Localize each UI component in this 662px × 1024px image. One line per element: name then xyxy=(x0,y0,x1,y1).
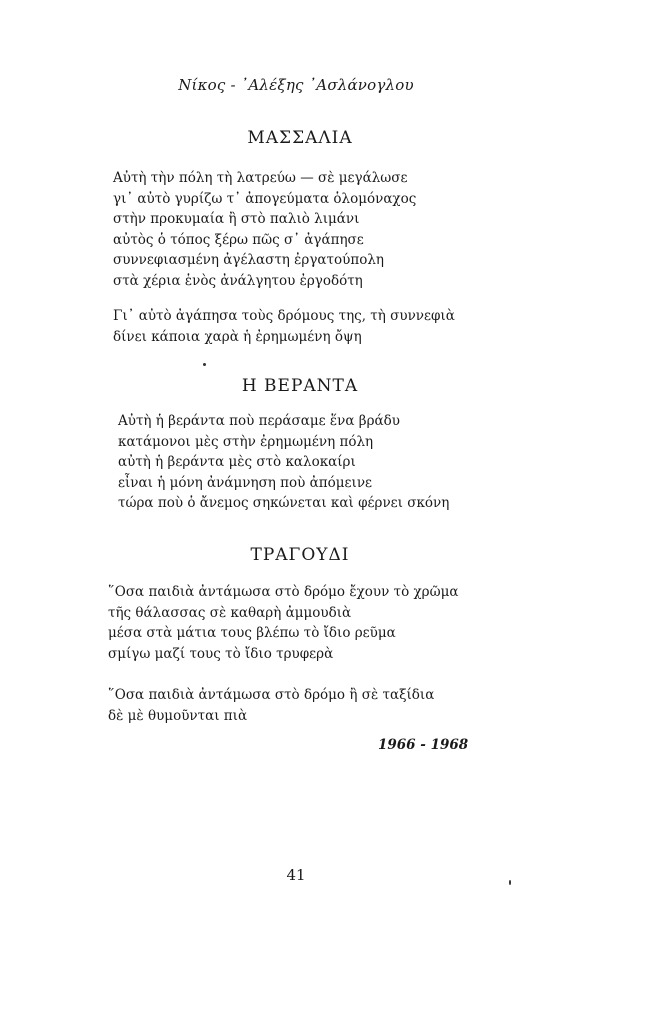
poem-line: αὐτὴ ἡ βεράντα μὲς στὸ καλοκαίρι xyxy=(118,454,356,470)
author-name: Νίκος - ᾿Αλέξης ᾿Ασλάνογλου xyxy=(178,76,414,94)
poem-stanza xyxy=(113,306,455,347)
poem-line: Γι᾿ αὐτὸ ἀγάπησα τοὺς δρόμους της, τὴ συννεφιὰ xyxy=(113,308,455,324)
poem-title-massalia: ΜΑΣΣΑΛΙΑ xyxy=(247,128,353,148)
poem-dates: 1966 - 1968 xyxy=(378,737,469,753)
poem-line: στὴν προκυμαία ἢ στὸ παλιὸ λιμάνι xyxy=(113,211,360,227)
poem-line: ῞Οσα παιδιὰ ἀντάμωσα στὸ δρόμο ἢ σὲ ταξίδια xyxy=(108,687,435,703)
poem-stanza xyxy=(108,582,459,664)
poem-line: τώρα ποὺ ὁ ἄνεμος σηκώνεται καὶ φέρνει σκόνη xyxy=(118,495,450,511)
scan-speck xyxy=(203,363,206,366)
poem-line: δὲ μὲ θυμοῦνται πιὰ xyxy=(108,707,248,724)
poem-line: τῆς θάλασσας σὲ καθαρὴ ἀμμουδιὰ xyxy=(108,604,352,621)
poem-line: ῞Οσα παιδιὰ ἀντάμωσα στὸ δρόμο ἔχουν τὸ χρῶμα xyxy=(108,584,459,600)
poem-line: Αὐτὴ ἡ βεράντα ποὺ περάσαμε ἕνα βράδυ xyxy=(118,413,400,429)
poem-title-tragoudi: ΤΡΑΓΟΥΔΙ xyxy=(250,545,350,565)
poem-stanza xyxy=(118,411,449,514)
poem-line: Αὐτὴ τὴν πόλη τὴ λατρεύω — σὲ μεγάλωσε xyxy=(113,170,408,186)
poem-stanza xyxy=(108,685,434,726)
poem-line: κατάμονοι μὲς στὴν ἐρημωμένη πόλη xyxy=(118,433,374,450)
page-number: 41 xyxy=(286,866,306,884)
poem-line: σμίγω μαζί τους τὸ ἴδιο τρυφερὰ xyxy=(108,645,334,662)
poem-line: δίνει κάποια χαρὰ ἡ ἐρημωμένη ὄψη xyxy=(113,328,362,345)
poem-line: γι᾿ αὐτὸ γυρίζω τ᾿ ἀπογεύματα ὁλομόναχος xyxy=(113,190,417,207)
scan-speck xyxy=(509,880,511,885)
poem-line: μέσα στὰ μάτια τους βλέπω τὸ ἴδιο ρεῦμα xyxy=(108,625,396,641)
poem-stanza xyxy=(113,168,416,291)
poem-line: συννεφιασμένη ἀγέλαστη ἐργατούπολη xyxy=(113,252,384,268)
poem-title-veranta: Η ΒΕΡΑΝΤΑ xyxy=(241,376,359,396)
poem-line: αὐτὸς ὁ τόπος ξέρω πῶς σ᾿ ἀγάπησε xyxy=(113,231,364,248)
poem-line: στὰ χέρια ἑνὸς ἀνάλγητου ἐργοδότη xyxy=(113,272,363,289)
poem-line: εἶναι ἡ μόνη ἀνάμνηση ποὺ ἀπόμεινε xyxy=(118,474,373,491)
